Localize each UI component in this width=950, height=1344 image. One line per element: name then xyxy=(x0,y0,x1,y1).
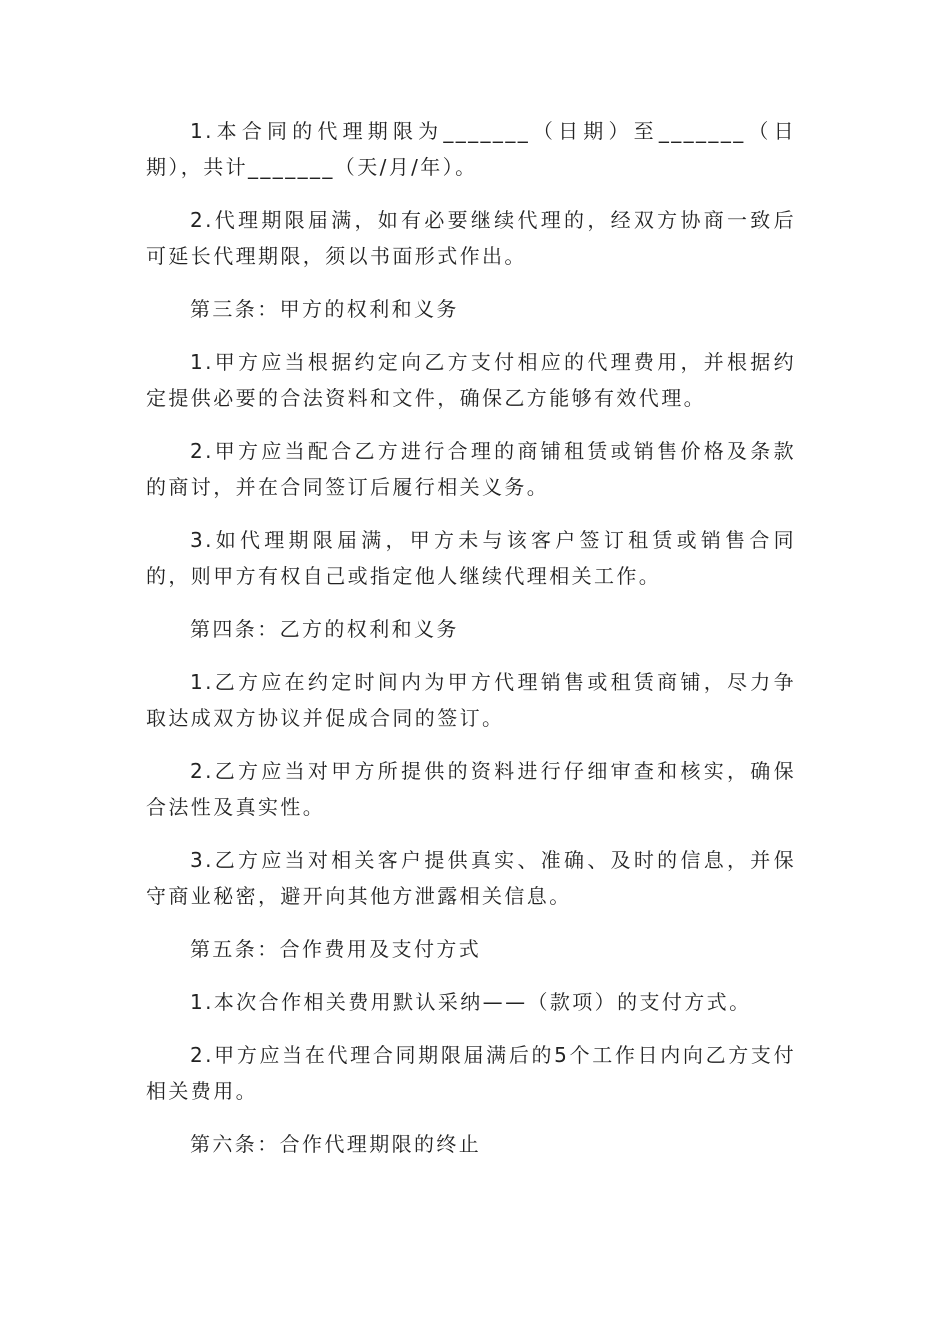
article-3-heading: 第三条：甲方的权利和义务 xyxy=(190,297,459,321)
article-3-clause-3: 3.如代理期限届满，甲方未与该客户签订租赁或销售合同的，则甲方有权自己或指定他人继续代理相关工作。 xyxy=(146,528,796,588)
article-5-clause-2: 2.甲方应当在代理合同期限届满后的5个工作日内向乙方支付相关费用。 xyxy=(146,1043,796,1103)
article-4-heading: 第四条：乙方的权利和义务 xyxy=(190,617,459,641)
article-5-clause-1: 1.本次合作相关费用默认采纳——（款项）的支付方式。 xyxy=(190,990,752,1014)
article-4-clause-2: 2.乙方应当对甲方所提供的资料进行仔细审查和核实，确保合法性及真实性。 xyxy=(146,759,796,819)
term-clause-1: 1.本合同的代理期限为_______（日期）至_______（日期），共计_______（天/月/年）。 xyxy=(146,119,796,179)
article-5-heading: 第五条：合作费用及支付方式 xyxy=(190,937,482,961)
article-4-clause-3: 3.乙方应当对相关客户提供真实、准确、及时的信息，并保守商业秘密，避开向其他方泄露相关信息。 xyxy=(146,848,796,908)
article-3-clause-2: 2.甲方应当配合乙方进行合理的商铺租赁或销售价格及条款的商讨，并在合同签订后履行相关义务。 xyxy=(146,439,796,499)
term-clause-2: 2.代理期限届满，如有必要继续代理的，经双方协商一致后可延长代理期限，须以书面形式作出。 xyxy=(146,208,796,268)
article-4-clause-1: 1.乙方应在约定时间内为甲方代理销售或租赁商铺，尽力争取达成双方协议并促成合同的签订。 xyxy=(146,670,796,730)
article-6-heading: 第六条：合作代理期限的终止 xyxy=(190,1132,482,1156)
article-3-clause-1: 1.甲方应当根据约定向乙方支付相应的代理费用，并根据约定提供必要的合法资料和文件，确保乙方能够有效代理。 xyxy=(146,350,796,410)
document-body xyxy=(146,113,796,1179)
